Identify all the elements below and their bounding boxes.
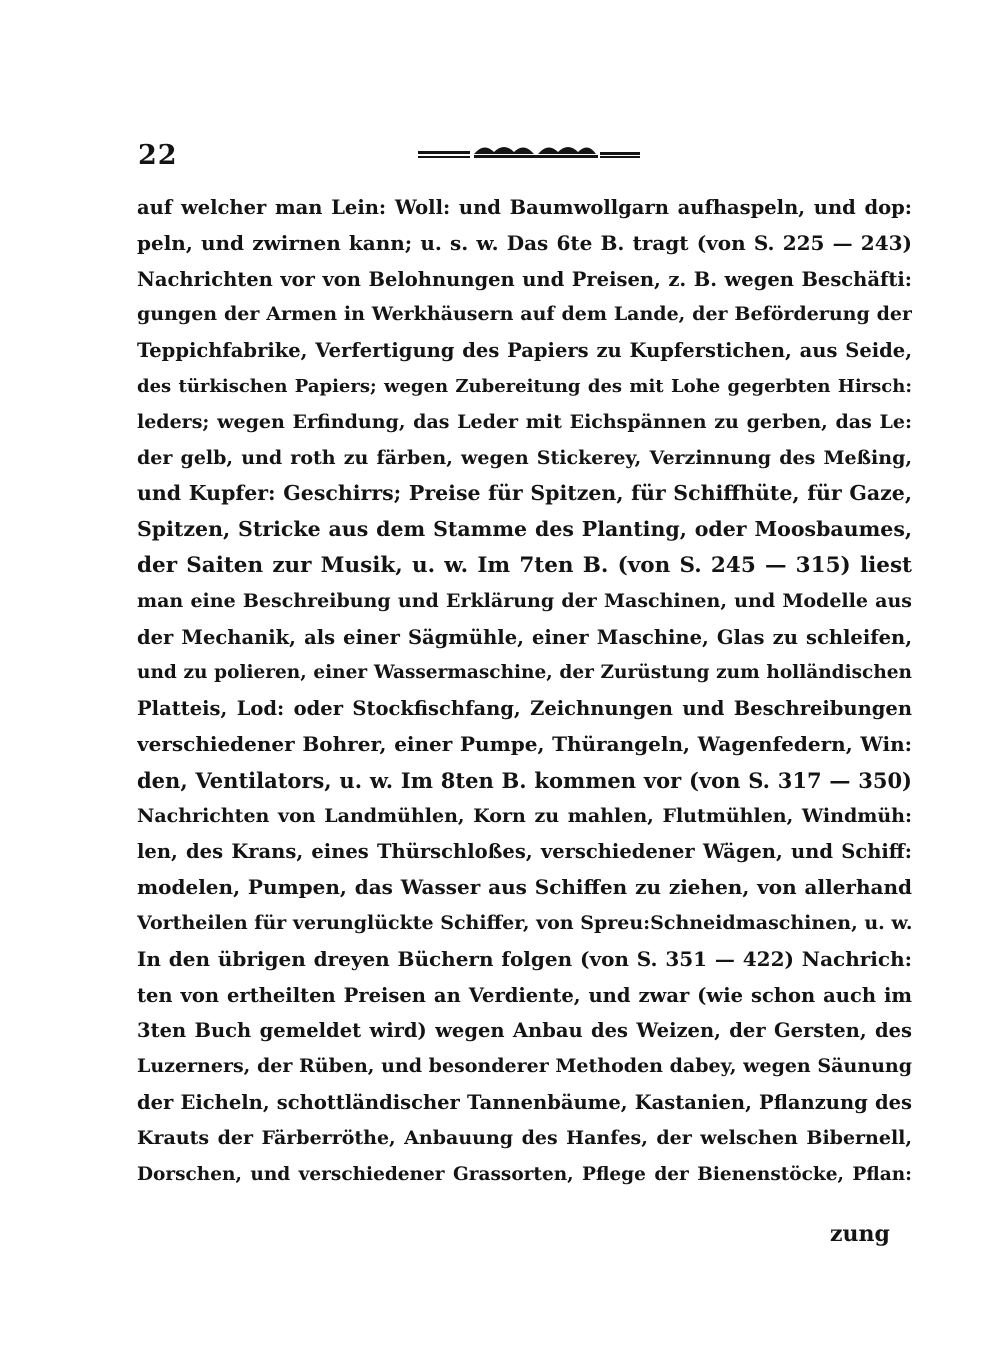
text-line: Krauts der Färberröthe, Anbauung des Hanfes, der welschen Bibernell,: [137, 1126, 912, 1149]
text-line: und zu polieren, einer Wassermaschine, der Zurüstung zum holländischen: [137, 662, 912, 684]
text-line: auf welcher man Lein: Woll: und Baumwollgarn aufhaspeln, und dop:: [137, 196, 912, 219]
text-line: Dorschen, und verschiedener Grassorten, Pflege der Bienenstöcke, Pflan:: [137, 1163, 912, 1185]
text-line: modelen, Pumpen, das Wasser aus Schiffen zu ziehen, von allerhand: [137, 875, 912, 900]
text-line: der gelb, und roth zu färben, wegen Stickerey, Verzinnung des Meßing,: [137, 446, 912, 469]
header-ornament: [418, 140, 640, 162]
text-line: peln, und zwirnen kann; u. s. w. Das 6te B. tragt (von S. 225 — 243): [137, 230, 912, 255]
text-line: der Eicheln, schottländischer Tannenbäume, Kastanien, Pflanzung des: [137, 1090, 912, 1114]
text-line: der Mechanik, als einer Sägmühle, einer Maschine, Glas zu schleifen,: [137, 625, 912, 649]
text-line: Nachrichten von Landmühlen, Korn zu mahlen, Flutmühlen, Windmüh:: [137, 804, 912, 827]
text-line: verschiedener Bohrer, einer Pumpe, Thürangeln, Wagenfedern, Win:: [137, 731, 912, 756]
text-line: des türkischen Papiers; wegen Zubereitung des mit Lohe gegerbten Hirsch:: [137, 375, 912, 397]
catchword: zung: [830, 1221, 890, 1247]
body-text: [137, 190, 912, 1192]
text-line: Luzerners, der Rüben, und besonderer Methoden dabey, wegen Säunung: [137, 1055, 912, 1078]
text-line: der Saiten zur Musik, u. w. Im 7ten B. (von S. 245 — 315) liest: [137, 552, 912, 578]
page-number: 22: [138, 140, 178, 171]
text-line: ten von ertheilten Preisen an Verdiente, und zwar (wie schon auch im: [137, 983, 912, 1007]
text-line: und Kupfer: Geschirrs; Preise für Spitzen, für Schiffhüte, für Gaze,: [137, 481, 912, 506]
text-line: In den übrigen dreyen Büchern folgen (von S. 351 — 422) Nachrich:: [137, 946, 912, 971]
text-line: Platteis, Lod: oder Stockfischfang, Zeichnungen und Beschreibungen: [137, 697, 912, 721]
text-line: Spitzen, Stricke aus dem Stamme des Planting, oder Moosbaumes,: [137, 517, 912, 542]
text-line: len, des Krans, eines Thürschloßes, verschiedener Wägen, und Schiff:: [137, 840, 912, 864]
text-line: Nachrichten vor von Belohnungen und Preisen, z. B. wegen Beschäfti:: [137, 267, 912, 291]
text-line: leders; wegen Erfindung, das Leder mit Eichspännen zu gerben, das Le:: [137, 410, 912, 433]
text-line: 3ten Buch gemeldet wird) wegen Anbau des Weizen, der Gersten, des: [137, 1019, 912, 1043]
text-line: Vortheilen für verunglückte Schiffer, von Spreu:Schneidmaschinen, u. w.: [137, 911, 912, 934]
text-line: Teppichfabrike, Verfertigung des Papiers zu Kupferstichen, aus Seide,: [137, 339, 912, 363]
text-line: man eine Beschreibung und Erklärung der Maschinen, und Modelle aus: [137, 589, 912, 612]
text-line: den, Ventilators, u. w. Im 8ten B. kommen vor (von S. 317 — 350): [137, 767, 912, 793]
text-line: gungen der Armen in Werkhäusern auf dem Lande, der Beförderung der: [137, 303, 912, 326]
